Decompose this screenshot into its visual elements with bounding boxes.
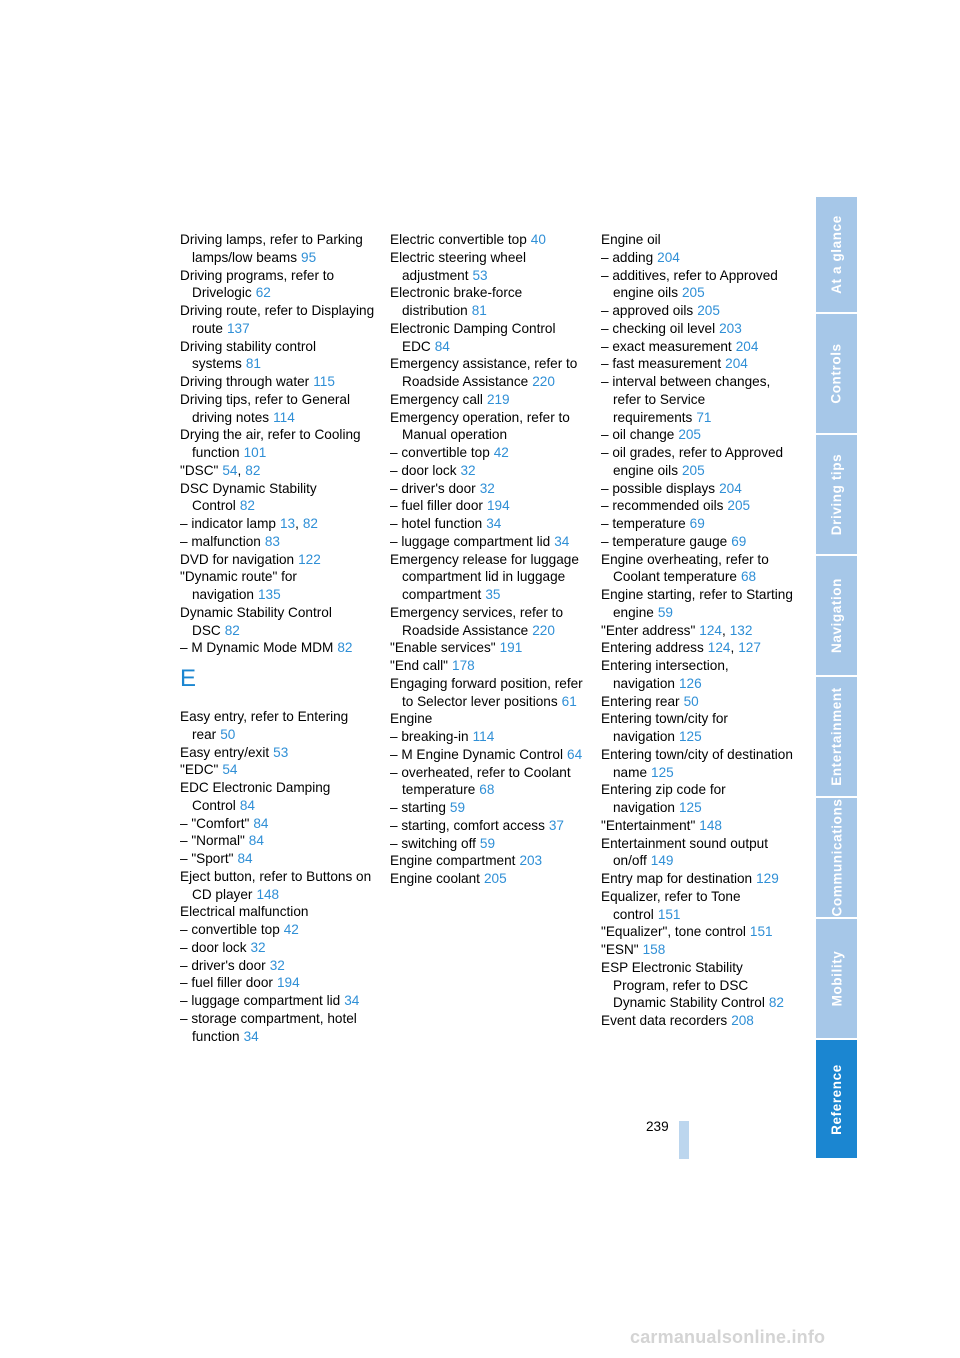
index-entry (390, 320, 585, 356)
page-reference-link[interactable]: 34 (344, 993, 360, 1008)
index-entry (180, 302, 375, 338)
index-entry-term: Engine overheating, refer to Coolant temperature (601, 551, 769, 585)
index-entry (180, 850, 375, 868)
index-entry-term: – possible displays (601, 480, 716, 496)
index-entry-term: – temperature gauge (601, 533, 728, 549)
index-entry (390, 835, 585, 853)
page-reference-link[interactable]: 194 (486, 498, 510, 514)
index-entry-term: – hotel function (390, 516, 483, 531)
index-entry-term: – convertible top (390, 445, 490, 460)
page-reference-link[interactable]: 34 (554, 533, 570, 549)
page-reference-link[interactable]: 124 (699, 622, 722, 638)
index-entry (180, 551, 375, 569)
index-entry-term: – storage compartment, hotel function (180, 1010, 357, 1044)
index-entry (180, 744, 375, 762)
index-entry (180, 604, 375, 640)
index-entry (601, 497, 796, 515)
index-entry-term: – door lock (390, 462, 457, 478)
index-entry-term: Entertainment sound output on/off (601, 835, 769, 869)
index-entry-term: Event data recorders (601, 1013, 728, 1028)
index-entry-term: – approved oils (601, 303, 694, 318)
index-entry (390, 675, 585, 711)
page-reference-link[interactable]: 32 (269, 957, 285, 973)
index-entry (390, 639, 585, 657)
index-entry (601, 231, 796, 249)
index-entry-term: – switching off (390, 835, 476, 851)
page-reference-link[interactable]: 83 (264, 533, 280, 549)
sidebar-tab-label: Driving tips (829, 453, 844, 536)
page-reference-link[interactable]: 125 (651, 764, 674, 780)
page-reference-link[interactable]: 115 (313, 374, 335, 389)
index-entry-term: Dynamic Stability Control DSC (180, 604, 332, 638)
page-reference-link[interactable]: 82 (245, 462, 261, 478)
index-entry-term: – indicator lamp (180, 516, 276, 531)
index-entry (390, 497, 585, 515)
page-reference-link[interactable]: 32 (460, 462, 476, 478)
index-entry (601, 338, 796, 356)
page-reference-link[interactable]: 203 (719, 320, 742, 336)
page-reference-link[interactable]: 37 (548, 817, 564, 833)
index-entry (390, 604, 585, 640)
index-entry (390, 444, 585, 462)
index-entry (601, 923, 796, 941)
page-reference-link[interactable]: 208 (731, 1013, 754, 1028)
index-entry (180, 939, 375, 957)
index-entry (601, 533, 796, 551)
index-entry-term: "End call" (390, 658, 449, 673)
page-reference-link[interactable]: 205 (483, 871, 507, 886)
sidebar-tab-label: At a glance (829, 215, 844, 294)
page-reference-link[interactable]: 34 (243, 1028, 259, 1044)
index-entry-term: – M Dynamic Mode MDM (180, 640, 334, 656)
page-reference-link[interactable]: 81 (471, 303, 487, 318)
index-entry-term: Driving route, refer to Displaying route (180, 303, 375, 336)
page-reference-link[interactable]: 219 (486, 391, 510, 407)
index-entry (180, 1010, 375, 1046)
page-reference-link[interactable]: 204 (657, 249, 680, 265)
page-reference-link[interactable]: 129 (756, 871, 779, 886)
page-reference-link[interactable]: 205 (727, 498, 751, 514)
page-reference-link[interactable]: 95 (301, 249, 317, 265)
index-entry-term: "Enable services" (390, 640, 496, 656)
sidebar-tab-reference[interactable] (816, 1040, 857, 1160)
index-entry (390, 462, 585, 480)
index-entry (601, 959, 796, 1012)
page-number-bar (679, 1121, 689, 1159)
index-entry-term: – driver's door (390, 480, 476, 496)
index-entry-term: Entering rear (601, 693, 680, 709)
index-entry (601, 480, 796, 498)
page-reference-link[interactable]: 84 (253, 815, 269, 831)
sidebar-tab-label: Controls (829, 343, 845, 404)
page-reference-link[interactable]: 205 (682, 285, 705, 301)
page-reference-link[interactable]: 194 (276, 975, 300, 991)
index-entry-term: Emergency operation, refer to Manual operation (390, 409, 570, 443)
index-entry-term: Emergency services, refer to Roadside Assistance (390, 604, 564, 638)
index-entry-term: Entering town/city for navigation (601, 711, 728, 744)
index-entry-term: Engine (390, 711, 433, 727)
page-reference-link[interactable]: 126 (678, 675, 702, 691)
index-entry-term: "Dynamic route" for navigation (180, 569, 297, 602)
index-entry-term: – overheated, refer to Coolant temperature (390, 764, 571, 798)
page-reference-link[interactable]: 35 (485, 587, 501, 602)
page-reference-link[interactable]: 40 (530, 232, 546, 247)
index-entry-term: – "Sport" (180, 851, 234, 866)
index-entry (180, 832, 375, 850)
index-entry (601, 710, 796, 746)
index-entry (180, 868, 375, 904)
index-entry-term: "Equalizer", tone control (601, 924, 746, 940)
sidebar-tab-label: Navigation (829, 577, 845, 654)
index-entry-term: Drying the air, refer to Cooling function (180, 427, 361, 460)
index-entry-term: – checking oil level (601, 320, 716, 336)
index-entry-term: Driving through water (180, 374, 310, 389)
index-entry (601, 320, 796, 338)
index-entry-term: DSC Dynamic Stability Control (180, 480, 317, 514)
sidebar-tab-communications[interactable] (816, 798, 857, 919)
page-reference-link[interactable]: 34 (486, 516, 502, 531)
index-entry: "Enter address" 124, 132 (601, 622, 753, 638)
index-entry-term: – starting, comfort access (390, 817, 545, 833)
page-reference-link[interactable]: 68 (479, 782, 495, 798)
sidebar-tab-navigation[interactable] (816, 556, 857, 677)
page-reference-link[interactable]: 42 (283, 922, 299, 937)
index-entry-term: Driving stability control systems (180, 338, 316, 372)
page-reference-link[interactable]: 125 (678, 800, 702, 815)
sidebar-tab-entertainment[interactable] (816, 677, 857, 798)
index-entry-term: – additives, refer to Approved engine oils (601, 267, 778, 301)
page-reference-link[interactable]: 148 (256, 886, 280, 902)
index-entry (390, 515, 585, 533)
index-entry-term: – oil change (601, 427, 675, 443)
index-entry-term: – fuel filler door (180, 975, 273, 991)
index-entry (180, 426, 375, 462)
index-entry-term: Equalizer, refer to Tone control (601, 888, 741, 922)
index-entry (390, 533, 585, 551)
page-reference-link[interactable]: 54 (222, 762, 238, 778)
index-entry-term: ESP Electronic Stability Program, refer to DSC Dynamic Stability Control (601, 959, 765, 1011)
page-reference-link[interactable]: 84 (237, 851, 253, 866)
page-reference-link[interactable]: 53 (472, 267, 488, 283)
index-entry (180, 992, 375, 1010)
index-entry-term: "ESN" (601, 942, 639, 957)
index-entry-term: – door lock (180, 939, 247, 955)
index-entry-term: EDC Electronic Damping Control (180, 780, 331, 813)
index-entry-term: "Entertainment" (601, 817, 696, 833)
page-reference-link[interactable]: 151 (749, 924, 773, 940)
index-entry (390, 799, 585, 817)
index-entry-term: Easy entry/exit (180, 744, 270, 760)
sidebar-tab-label: Mobility (829, 950, 845, 1007)
index-entry (390, 391, 585, 409)
index-entry-term: – malfunction (180, 533, 261, 549)
index-entry (601, 888, 796, 924)
page-reference-link[interactable]: 82 (768, 995, 784, 1011)
page-reference-link[interactable]: 82 (337, 640, 353, 656)
page-reference-link[interactable]: 84 (434, 338, 450, 354)
index-entry: "DSC" 54, 82 (180, 462, 261, 478)
index-entry (180, 568, 375, 604)
index-entry-term: Entering address (601, 640, 704, 656)
index-entry (180, 708, 375, 744)
page-number: 239 (646, 1119, 669, 1134)
page-reference-link[interactable]: 82 (239, 498, 255, 514)
index-entry-term: DVD for navigation (180, 551, 295, 567)
page-reference-link[interactable]: 204 (735, 338, 759, 354)
page-reference-link[interactable]: 114 (472, 729, 495, 744)
page-reference-link[interactable]: 59 (479, 835, 496, 851)
index-entry-term: – starting (390, 800, 446, 815)
index-entry (601, 515, 796, 533)
page-reference-link[interactable]: 54 (222, 462, 238, 478)
index-entry (601, 267, 796, 303)
index-entry-term: – breaking-in (390, 729, 469, 744)
index-entry-term: Eject button, refer to Buttons on CD player (180, 868, 372, 902)
page-reference-link[interactable]: 68 (740, 569, 757, 585)
index-entry (601, 746, 796, 782)
page-reference-link[interactable]: 122 (298, 551, 321, 567)
index-entry-term: Engine coolant (390, 871, 480, 886)
index-entry-term: Easy entry, refer to Entering rear (180, 709, 349, 742)
index-entry (601, 835, 796, 871)
index-entry-term: – driver's door (180, 957, 266, 973)
sidebar-tab-label: Entertainment (829, 687, 844, 786)
index-entry (601, 551, 796, 587)
index-entry (180, 267, 375, 303)
index-entry-term: – luggage compartment lid (180, 993, 341, 1008)
index-column-1 (180, 231, 375, 1045)
index-entry (601, 586, 796, 622)
index-entry (390, 746, 585, 764)
page-reference-link[interactable]: 205 (678, 427, 701, 443)
index-entry-term: Emergency release for luggage compartment lid in luggage compartment (390, 551, 579, 602)
index-entry-term: Electronic brake-force distribution (390, 285, 523, 318)
page-reference-link[interactable]: 205 (697, 303, 720, 318)
index-column-3 (601, 231, 796, 1030)
index-entry-term: "EDC" (180, 762, 219, 778)
index-entry-term: – fuel filler door (390, 498, 483, 514)
page-reference-link[interactable]: 59 (657, 604, 673, 620)
index-entry (390, 249, 585, 285)
page-reference-link[interactable]: 59 (449, 800, 466, 815)
index-entry (180, 338, 375, 374)
page-reference-link[interactable]: 151 (657, 906, 681, 922)
index-entry-term: – luggage compartment lid (390, 533, 551, 549)
index-entry-term: Driving programs, refer to Drivelogic (180, 267, 335, 301)
index-entry-term: Engine compartment (390, 853, 516, 869)
index-entry (390, 409, 585, 445)
page-reference-link[interactable]: 32 (250, 939, 266, 955)
index-entry-term: Electric convertible top (390, 232, 527, 247)
index-entry-term: – interval between changes, refer to Service requirements (601, 374, 771, 425)
index-entry: – indicator lamp 13, 82 (180, 516, 318, 531)
index-entry-term: Driving tips, refer to General driving notes (180, 391, 350, 425)
index-entry-term: – M Engine Dynamic Control (390, 746, 564, 762)
index-entry-term: Electrical malfunction (180, 904, 309, 920)
index-entry (601, 817, 796, 835)
index-entry (390, 870, 585, 888)
index-entry (601, 693, 796, 711)
sidebar-tab-label: Reference (829, 1063, 844, 1135)
index-entry-term: Entry map for destination (601, 871, 753, 886)
index-entry (390, 728, 585, 746)
index-entry-term: "DSC" (180, 462, 219, 478)
index-entry (180, 903, 375, 921)
sidebar-tab-label: Communications (829, 798, 845, 917)
index-entry-term: – convertible top (180, 922, 280, 937)
index-entry-term: Electronic Damping Control EDC (390, 320, 556, 354)
page-reference-link[interactable]: 101 (243, 445, 267, 460)
index-entry (601, 355, 796, 373)
sidebar-tab-driving-tips[interactable] (816, 435, 857, 556)
page-reference-link[interactable]: 135 (257, 587, 281, 602)
index-entry-term: "Enter address" (601, 622, 696, 638)
index-entry-term: Entering town/city of destination name (601, 746, 793, 780)
index-entry (601, 249, 796, 267)
index-entry (601, 426, 796, 444)
page-reference-link[interactable]: 13 (279, 516, 296, 531)
index-entry (180, 639, 375, 657)
page-reference-link[interactable]: 203 (519, 853, 543, 869)
page-reference-link[interactable]: 148 (699, 817, 722, 833)
index-entry-term: Driving lamps, refer to Parking lamps/low beams (180, 232, 363, 265)
index-entry: Entering address 124, 127 (601, 640, 761, 656)
index-entry (601, 373, 796, 426)
index-entry (180, 533, 375, 551)
index-entry-term: – exact measurement (601, 338, 732, 354)
page-reference-link[interactable]: 125 (678, 729, 702, 744)
index-entry (390, 551, 585, 604)
sidebar-tab-controls[interactable] (816, 314, 857, 435)
index-entry-term: – adding (601, 249, 654, 265)
index-entry (601, 657, 796, 693)
page-reference-link[interactable]: 137 (226, 320, 250, 336)
section-tabs (816, 197, 857, 1160)
page-reference-link[interactable]: 178 (452, 658, 475, 673)
index-entry-term: Emergency call (390, 391, 483, 407)
index-entry-term: Engaging forward position, refer to Selector lever positions (390, 675, 583, 709)
index-entry-term: Entering zip code for navigation (601, 782, 726, 815)
index-entry-term: Engine starting, refer to Starting engine (601, 587, 793, 620)
page-reference-link[interactable]: 61 (561, 693, 577, 709)
index-entry (390, 284, 585, 320)
index-entry-term: – recommended oils (601, 498, 724, 514)
index-entry (390, 480, 585, 498)
page-reference-link[interactable]: 69 (731, 533, 747, 549)
page-reference-link[interactable]: 220 (532, 374, 555, 389)
index-entry (180, 957, 375, 975)
page-reference-link[interactable]: 84 (248, 833, 264, 849)
page-reference-link[interactable]: 69 (689, 516, 705, 531)
index-entry (180, 231, 375, 267)
index-entry (390, 355, 585, 391)
index-entry (601, 781, 796, 817)
page-reference-link[interactable]: 158 (642, 942, 666, 957)
index-entry-term: – "Comfort" (180, 815, 250, 831)
index-entry-term: – "Normal" (180, 833, 245, 849)
page-reference-link[interactable]: 82 (302, 516, 318, 531)
page-reference-link[interactable]: 71 (696, 409, 712, 425)
index-entry (601, 941, 796, 959)
index-entry (180, 373, 375, 391)
index-column-2 (390, 231, 585, 888)
index-entry (390, 764, 585, 800)
page-reference-link[interactable]: 53 (273, 744, 289, 760)
page-reference-link[interactable]: 191 (499, 640, 523, 656)
index-entry (601, 1012, 796, 1030)
sidebar-tab-at-a-glance[interactable] (816, 197, 857, 314)
page-reference-link[interactable]: 114 (273, 409, 295, 425)
page-reference-link[interactable]: 204 (725, 356, 748, 372)
index-entry (180, 921, 375, 939)
index-entry-term: Emergency assistance, refer to Roadside Assistance (390, 356, 578, 389)
index-entry (390, 231, 585, 249)
page-reference-link[interactable]: 132 (729, 622, 753, 638)
index-entry-term: Entering intersection, navigation (601, 658, 729, 691)
index-entry (180, 480, 375, 516)
index-entry (390, 710, 585, 728)
page-reference-link[interactable]: 124 (707, 640, 731, 656)
page-reference-link[interactable]: 32 (479, 480, 495, 496)
watermark: carmanualsonline.info (630, 1327, 826, 1347)
page-reference-link[interactable]: 81 (245, 356, 261, 372)
page-reference-link[interactable]: 50 (683, 693, 699, 709)
page-reference-link[interactable]: 220 (532, 622, 555, 638)
page-reference-link[interactable]: 149 (650, 853, 674, 869)
index-entry (180, 815, 375, 833)
index-entry (180, 391, 375, 427)
index-entry (180, 761, 375, 779)
page-reference-link[interactable]: 127 (738, 640, 761, 656)
index-entry (390, 657, 585, 675)
index-entry (180, 974, 375, 992)
page-reference-link[interactable]: 62 (255, 285, 271, 301)
index-entry (601, 302, 796, 320)
sidebar-tab-mobility[interactable] (816, 919, 857, 1040)
page-reference-link[interactable]: 84 (239, 797, 255, 813)
index-entry (601, 870, 796, 888)
page-reference-link[interactable]: 64 (567, 746, 583, 762)
index-entry-term: – oil grades, refer to Approved engine oils (601, 445, 784, 478)
index-entry-term: Engine oil (601, 232, 661, 247)
index-entry-term: Electric steering wheel adjustment (390, 249, 526, 283)
page-reference-link[interactable]: 42 (493, 445, 509, 460)
index-entry-term: – fast measurement (601, 356, 722, 372)
index-entry (390, 817, 585, 835)
index-entry (390, 852, 585, 870)
index-letter-heading: E (180, 665, 197, 692)
page-reference-link[interactable]: 205 (682, 462, 705, 478)
index-entry-term: – temperature (601, 516, 686, 531)
index-entry (180, 779, 375, 815)
page-reference-link[interactable]: 50 (220, 726, 236, 742)
page-reference-link[interactable]: 204 (719, 480, 742, 496)
page-reference-link[interactable]: 82 (224, 622, 240, 638)
index-entry (601, 444, 796, 480)
